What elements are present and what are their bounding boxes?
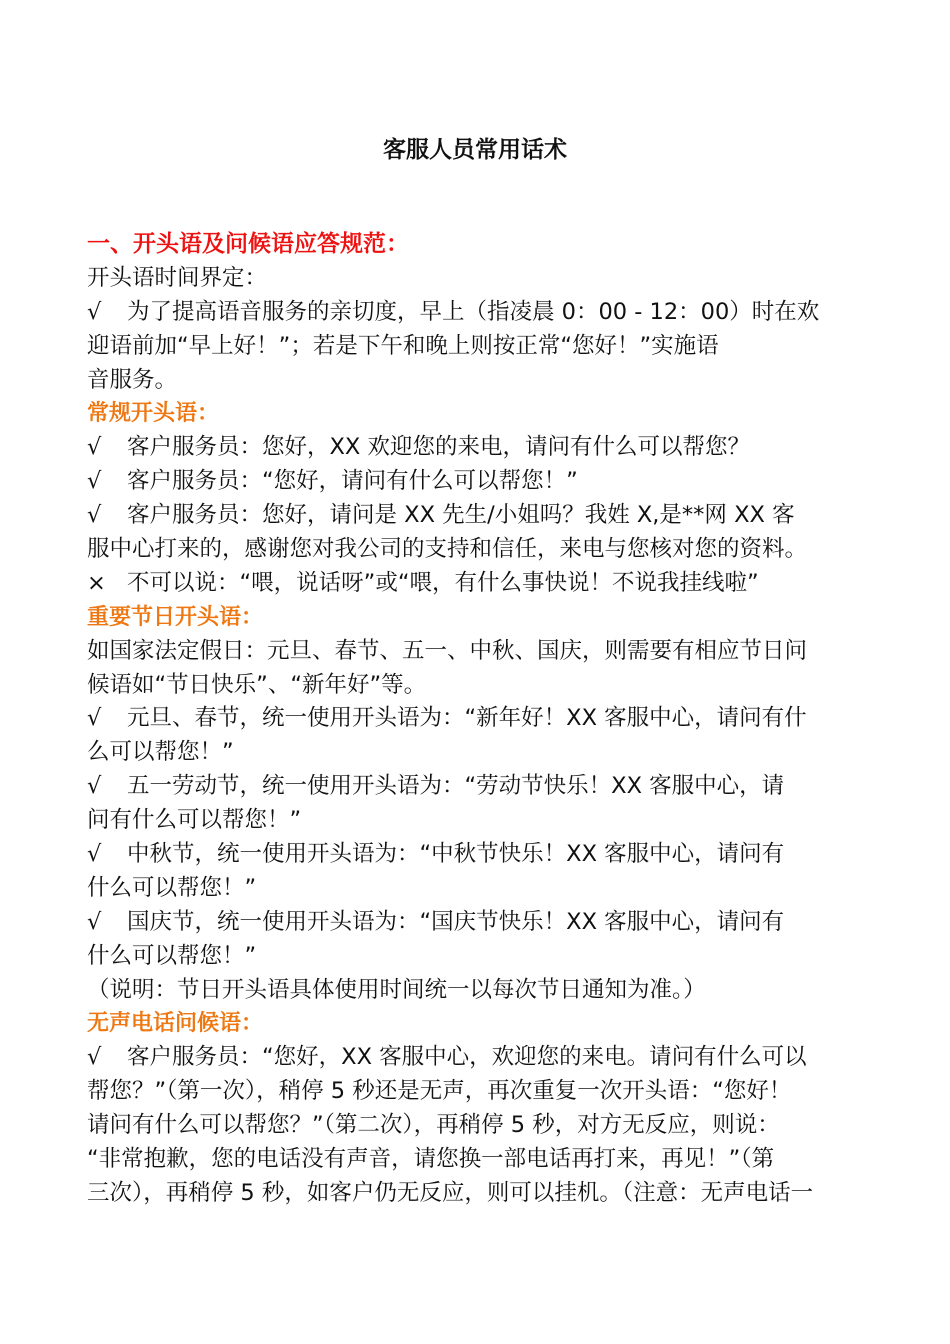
body-text-line: （说明：节日开头语具体使用时间统一以每次节日通知为准。） [87, 976, 706, 1003]
bullet-item [87, 770, 877, 804]
document-title: 客服人员常用话术 [383, 137, 567, 163]
bullet-text: 中秋节，统一使用开头语为：“中秋节快乐！XX 客服中心，请问有 [127, 841, 785, 868]
bullet-text: 五一劳动节，统一使用开头语为：“劳动节快乐！XX 客服中心，请 [127, 773, 785, 800]
check-mark-icon: √ [87, 908, 102, 935]
body-text-line: 候语如“节日快乐”、“新年好”等。 [87, 671, 427, 698]
bullet-item [87, 838, 877, 872]
document-body [87, 228, 877, 1211]
check-mark-icon: √ [87, 705, 102, 732]
bullet-item [87, 567, 877, 601]
bullet-text: 为了提高语音服务的亲切度，早上（指凌晨 0：00 - 12：00）时在欢 [127, 298, 820, 325]
bullet-text: 不可以说：“喂，说话呀”或“喂，有什么事快说！不说我挂线啦” [127, 569, 759, 596]
check-mark-icon: √ [87, 468, 102, 495]
body-text-line: 么可以帮您！” [87, 739, 234, 766]
body-text-line: 三次），再稍停 5 秒，如客户仍无反应，则可以挂机。（注意：无声电话一 [87, 1179, 814, 1206]
body-text-line: 什么可以帮您！” [87, 942, 257, 969]
subsection-heading: 重要节日开头语： [87, 604, 264, 630]
subsection-heading: 常规开头语： [87, 401, 220, 427]
check-mark-icon: √ [87, 841, 102, 868]
body-text-line: 问有什么可以帮您！” [87, 807, 302, 834]
bullet-item [87, 906, 877, 940]
body-text-line: 开头语时间界定： [87, 264, 268, 291]
check-mark-icon: √ [87, 434, 102, 461]
body-text-line: 帮您？”（第一次），稍停 5 秒还是无声，再次重复一次开头语：“您好！ [87, 1078, 792, 1105]
bullet-item [87, 296, 877, 330]
body-text-line: 请问有什么可以帮您？”（第二次），再稍停 5 秒，对方无反应，则说： [87, 1112, 780, 1139]
bullet-item [87, 499, 877, 533]
cross-mark-icon: × [87, 569, 106, 596]
bullet-text: 客户服务员：您好，请问是 XX 先生/小姐吗？我姓 X,是**网 XX 客 [127, 502, 795, 529]
bullet-item [87, 465, 877, 499]
body-text-line: 音服务。 [87, 366, 178, 393]
bullet-text: 客户服务员：您好，XX 欢迎您的来电，请问有什么可以帮您？ [127, 434, 750, 461]
body-text-line: 什么可以帮您！” [87, 874, 257, 901]
bullet-item [87, 1041, 877, 1075]
check-mark-icon: √ [87, 502, 102, 529]
check-mark-icon: √ [87, 773, 102, 800]
bullet-item [87, 431, 877, 465]
check-mark-icon: √ [87, 298, 102, 325]
check-mark-icon: √ [87, 1044, 102, 1071]
body-text-line: 迎语前加“早上好！”；若是下午和晚上则按正常“您好！”实施语 [87, 332, 719, 359]
bullet-text: 客户服务员：“您好，XX 客服中心，欢迎您的来电。请问有什么可以 [127, 1044, 807, 1071]
body-text-line: 如国家法定假日：元旦、春节、五一、中秋、国庆，则需要有相应节日问 [87, 637, 808, 664]
bullet-text: 国庆节，统一使用开头语为：“国庆节快乐！XX 客服中心，请问有 [127, 908, 785, 935]
body-text-line: “非常抱歉，您的电话没有声音，请您换一部电话再打来，再见！”（第 [87, 1146, 775, 1173]
section-heading: 一、开头语及问候语应答规范： [87, 231, 409, 257]
body-text-line: 服中心打来的，感谢您对我公司的支持和信任，来电与您核对您的资料。 [87, 536, 808, 563]
bullet-text: 元旦、春节，统一使用开头语为：“新年好！XX 客服中心，请问有什 [127, 705, 807, 732]
subsection-heading: 无声电话问候语： [87, 1011, 264, 1037]
bullet-item [87, 702, 877, 736]
bullet-text: 客户服务员：“您好，请问有什么可以帮您！” [127, 468, 578, 495]
